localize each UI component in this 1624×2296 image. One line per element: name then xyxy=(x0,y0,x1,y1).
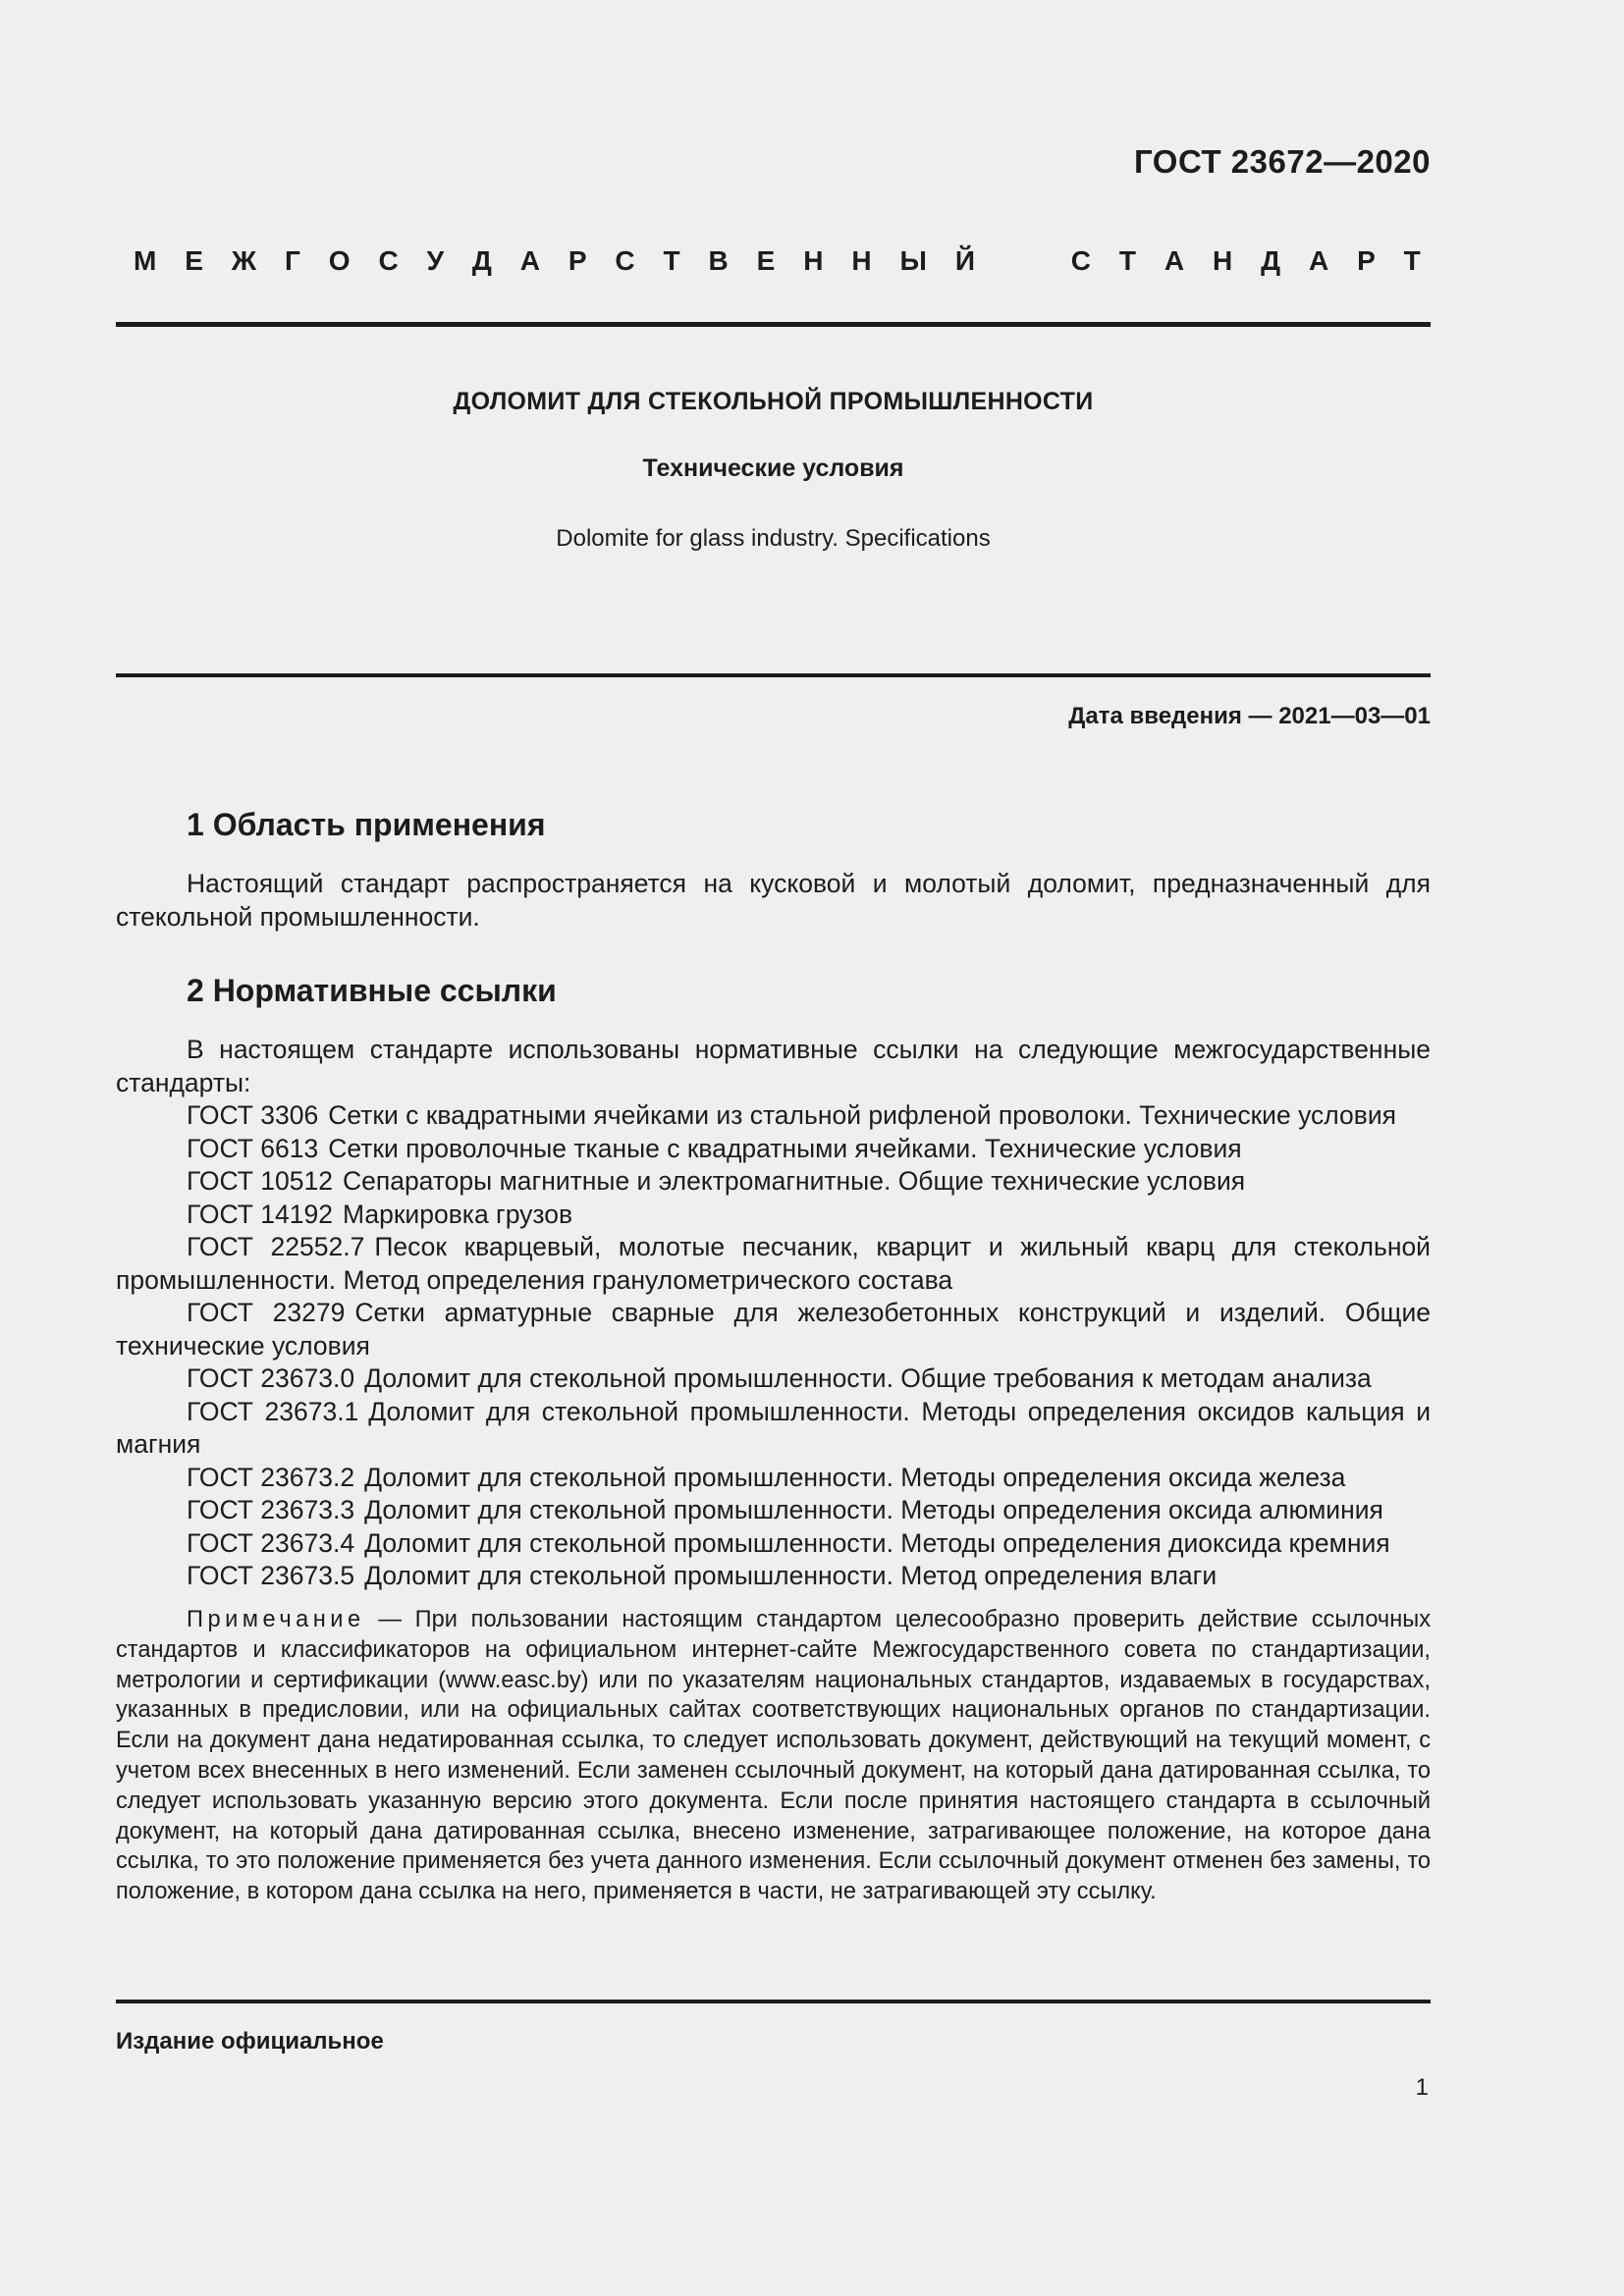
document-subtitle: Технические условия xyxy=(642,454,904,482)
interstate-letter: Г xyxy=(285,245,300,276)
interstate-letter: Е xyxy=(185,245,203,276)
references-note xyxy=(116,1605,1431,1907)
interstate-letter: С xyxy=(378,245,399,276)
reference-title: Доломит для стекольной промышленности. Методы определения оксида алюминия xyxy=(364,1495,1383,1524)
reference-item xyxy=(116,1231,1431,1297)
reference-code: ГОСТ 23673.2 xyxy=(187,1462,355,1492)
interstate-letter: М xyxy=(134,245,157,276)
interstate-letter: Е xyxy=(756,245,776,276)
reference-code: ГОСТ 23673.1 xyxy=(187,1396,359,1426)
reference-title: Сетки арматурные сварные для железобетонных конструкций и изделий. Общие технические условия xyxy=(116,1298,1431,1361)
introduction-date: Дата введения — 2021—03—01 xyxy=(1068,703,1431,729)
interstate-letter: С xyxy=(615,245,635,276)
interstate-letter: Н xyxy=(803,245,824,276)
reference-title: Доломит для стекольной промышленности. Общие требования к методам анализа xyxy=(364,1363,1372,1393)
reference-item xyxy=(116,1165,1431,1199)
note-text: — При пользовании настоящим стандартом целесообразно проверить действие ссылочных стандартов и классификаторов на официальном интернет-сайте Межгосударственного совета по стандартизации, метрологии и сертификации (www.easc.by) или по указателям национальных стандартов, издаваемых в государствах, указанных в предисловии, или на официальных сайтах соответствующих национальных органов по стандартизации. Если на документ дана недатированная ссылка, то следует использовать документ, действующий на текущий момент, с учетом всех внесенных в него изменений. Если заменен ссылочный документ, на который дана датированная ссылка, то следует использовать указанную версию этого документа. Если после принятия настоящего стандарта в ссылочный документ, на который дана датированная ссылка, внесено изменение, затрагивающее положение, на которое дана ссылка, то это положение применяется без учета данного изменения. Если ссылочный документ отменен без замены, то положение, в котором дана ссылка на него, применяется в части, не затрагивающей эту ссылку. xyxy=(116,1607,1431,1905)
interstate-letter: Ж xyxy=(231,245,257,276)
reference-code: ГОСТ 23673.5 xyxy=(187,1561,355,1590)
reference-title: Песок кварцевый, молотые песчаник, кварцит и жильный кварц для стекольной промышленности. Метод определения гранулометрического состава xyxy=(116,1232,1431,1295)
reference-title: Доломит для стекольной промышленности. Метод определения влаги xyxy=(364,1561,1218,1590)
reference-code: ГОСТ 23673.4 xyxy=(187,1527,355,1558)
page-number: 1 xyxy=(1415,2074,1429,2101)
reference-code: ГОСТ 23673.0 xyxy=(187,1363,355,1393)
interstate-letter: У xyxy=(426,245,444,276)
interstate-letter: Й xyxy=(954,245,975,276)
reference-title: Доломит для стекольной промышленности. Методы определения диоксида кремния xyxy=(364,1527,1390,1558)
references-intro: В настоящем стандарте использованы нормативные ссылки на следующие межгосударственные стандарты: xyxy=(116,1035,1431,1097)
scope-paragraph: Настоящий стандарт распространяется на кусковой и молотый доломит, предназначенный для стекольной промышленности. xyxy=(116,869,1431,932)
reference-item xyxy=(116,1099,1431,1133)
interstate-letter: Н xyxy=(851,245,872,276)
interstate-letter: Н xyxy=(1212,245,1233,276)
reference-title: Доломит для стекольной промышленности. Методы определения оксидов кальция и магния xyxy=(116,1396,1431,1459)
interstate-letter: О xyxy=(328,245,351,276)
reference-code: ГОСТ 3306 xyxy=(187,1100,319,1130)
interstate-letter: А xyxy=(1308,245,1329,276)
note-label: Примечание xyxy=(187,1607,365,1632)
reference-title: Маркировка грузов xyxy=(342,1199,573,1229)
interstate-letter: Р xyxy=(1357,245,1376,276)
interstate-letter: Р xyxy=(568,245,587,276)
reference-code: ГОСТ 14192 xyxy=(187,1199,333,1229)
reference-item xyxy=(116,1494,1431,1527)
interstate-letter: Ы xyxy=(899,245,927,276)
official-edition-label: Издание официальное xyxy=(116,2028,384,2055)
reference-item xyxy=(116,1462,1431,1495)
reference-title: Сетки с квадратными ячейками из стальной рифленой проволоки. Технические условия xyxy=(328,1100,1397,1130)
reference-code: ГОСТ 10512 xyxy=(187,1166,333,1196)
interstate-letter: Д xyxy=(471,245,492,276)
references-section-body xyxy=(116,1034,1431,1593)
document-title-english: Dolomite for glass industry. Specifications xyxy=(556,525,991,552)
interstate-letter: С xyxy=(1070,245,1091,276)
reference-title: Сепараторы магнитные и электромагнитные. Общие технические условия xyxy=(342,1166,1246,1196)
interstate-letter: Т xyxy=(1118,245,1136,276)
reference-item xyxy=(116,1560,1431,1593)
document-page xyxy=(116,0,1431,2296)
interstate-letter: Т xyxy=(663,245,680,276)
reference-code: ГОСТ 6613 xyxy=(187,1133,319,1163)
reference-item xyxy=(116,1199,1431,1232)
section-heading-scope: 1 Область применения xyxy=(187,807,546,842)
interstate-letter: Т xyxy=(1403,245,1421,276)
reference-item xyxy=(116,1297,1431,1362)
reference-item xyxy=(116,1396,1431,1462)
title-divider xyxy=(116,673,1431,677)
reference-code: ГОСТ 23673.3 xyxy=(187,1495,355,1524)
document-title: ДОЛОМИТ ДЛЯ СТЕКОЛЬНОЙ ПРОМЫШЛЕННОСТИ xyxy=(453,388,1094,415)
reference-list xyxy=(116,1099,1431,1593)
standard-code: ГОСТ 23672—2020 xyxy=(1134,143,1431,180)
interstate-letter: А xyxy=(1164,245,1185,276)
interstate-letter: Д xyxy=(1261,245,1281,276)
reference-title: Сетки проволочные тканые с квадратными ячейками. Технические условия xyxy=(328,1133,1242,1163)
reference-item xyxy=(116,1362,1431,1396)
reference-code: ГОСТ 22552.7 xyxy=(187,1232,365,1261)
scope-section-body xyxy=(116,868,1431,934)
interstate-letter: В xyxy=(708,245,729,276)
header-divider xyxy=(116,322,1431,327)
reference-title: Доломит для стекольной промышленности. Методы определения оксида железа xyxy=(364,1462,1346,1492)
word-gap xyxy=(1003,245,1043,277)
interstate-letter: А xyxy=(519,245,540,276)
reference-code: ГОСТ 23279 xyxy=(187,1298,346,1327)
interstate-standard-banner xyxy=(134,245,1421,277)
footer-divider xyxy=(116,2000,1431,2003)
reference-item xyxy=(116,1527,1431,1561)
section-heading-references: 2 Нормативные ссылки xyxy=(187,973,557,1008)
reference-item xyxy=(116,1133,1431,1166)
